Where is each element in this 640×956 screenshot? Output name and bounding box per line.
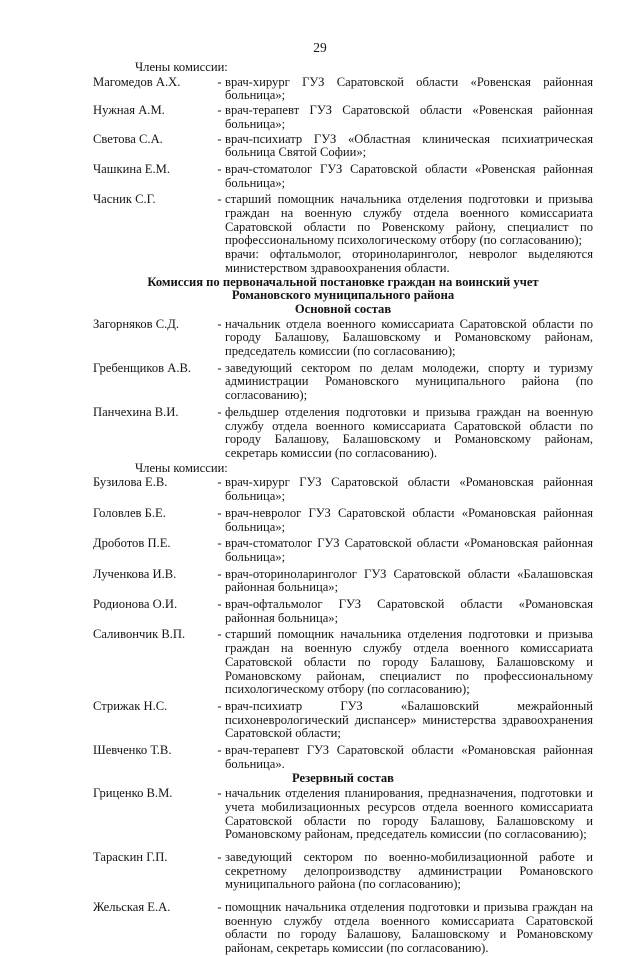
dash: -: [217, 192, 222, 207]
member-description: начальник отдела военного комиссариата Саратовской области по городу Балашову, Балашовскому и Романовскому районам, председатель комиссии (по согласованию);: [225, 316, 593, 359]
dash: -: [217, 103, 222, 118]
member-name: Загорняков С.Д.: [93, 316, 180, 331]
dash: -: [217, 131, 222, 146]
dash: -: [217, 698, 222, 713]
list-item: [93, 507, 593, 534]
main-composition-heading: Основной состав: [294, 301, 392, 316]
dash: -: [217, 475, 222, 490]
member-name: Гребенщиков А.В.: [93, 360, 192, 375]
dash: -: [217, 404, 222, 419]
member-description: врач-терапевт ГУЗ Саратовской области «Романовская районная больница».: [225, 743, 593, 771]
member-description: врач-хирург ГУЗ Саратовской области «Ровенская районная больница»;: [225, 74, 593, 103]
member-name: Бузилова Е.В.: [93, 475, 168, 490]
list-item: [93, 700, 593, 741]
list-item: [93, 568, 593, 595]
member-description: врач-офтальмолог ГУЗ Саратовской области «Романовская районная больница»;: [225, 597, 593, 625]
list-item: [93, 901, 593, 956]
document-body: [93, 61, 593, 956]
member-name: Родионова О.И.: [93, 597, 178, 612]
list-item: [93, 76, 593, 103]
commission-subtitle: Романовского муниципального района: [231, 288, 455, 303]
member-name: Чашкина Е.М.: [93, 161, 170, 176]
member-name: Саливончик В.П.: [93, 627, 186, 642]
commission-title: Комиссия по первоначальной постановке граждан на воинский учет: [147, 274, 539, 289]
member-name: Лученкова И.В.: [93, 566, 177, 581]
member-description: старший помощник начальника отделения подготовки и призыва граждан на военную службу отдела военного комиссариата Саратовской области по Ровенскому району, специалист по профессиональному психологическому отбору (по согласованию);: [225, 192, 593, 248]
member-description: помощник начальника отделения подготовки и призыва граждан на военную службу отдела военного комиссариата Саратовской области по городу Балашову, Балашовскому и Романовскому районам, секретарь комиссии (по согласованию).: [225, 900, 593, 956]
list-item: [93, 163, 593, 190]
member-name: Магомедов А.Х.: [93, 74, 181, 89]
page-number: 29: [313, 40, 327, 55]
list-item: [93, 787, 593, 842]
dash: -: [217, 505, 222, 520]
dash: -: [217, 627, 222, 642]
member-name: Часник С.Г.: [93, 192, 156, 207]
dash: -: [217, 743, 222, 758]
dash: -: [217, 316, 222, 331]
dash: -: [217, 360, 222, 375]
member-description: врач-стоматолог ГУЗ Саратовской области «Романовская районная больница»;: [225, 536, 593, 564]
list-item: [93, 598, 593, 625]
member-description: заведующий сектором по военно-мобилизационной работе и секретному делопроизводству администрации Романовского муниципального района (по согласованию);: [225, 849, 593, 892]
member-description: врач-терапевт ГУЗ Саратовской области «Ровенская районная больница»;: [225, 103, 593, 131]
member-name: Светова С.А.: [93, 131, 163, 146]
member-description: начальник отделения планирования, предназначения, подготовки и учета мобилизационных ресурсов отдела военного комиссариата Саратовской области по городу Балашову, Балашовскому и Романовскому районам, председатель комиссии (по согласованию);: [225, 786, 593, 842]
member-name: Гриценко В.М.: [93, 786, 173, 801]
member-description: врач-невролог ГУЗ Саратовской области «Романовская районная больница»;: [225, 505, 593, 534]
dash: -: [217, 566, 222, 581]
list-item: [93, 193, 593, 248]
list-item: [93, 476, 593, 503]
reserve-composition-heading: Резервный состав: [292, 771, 394, 786]
member-name: Шевченко Т.В.: [93, 743, 172, 758]
dash: -: [217, 786, 222, 801]
dash: -: [217, 161, 222, 176]
dash: -: [217, 900, 222, 915]
member-description: врач-хирург ГУЗ Саратовской области «Романовская районная больница»;: [225, 475, 593, 504]
dash: -: [217, 74, 222, 89]
list-item: [93, 104, 593, 131]
member-name: Панчехина В.И.: [93, 404, 179, 419]
member-name: Стрижак Н.С.: [93, 698, 168, 713]
member-description: врач-стоматолог ГУЗ Саратовской области «Ровенская районная больница»;: [225, 161, 593, 190]
list-item: [93, 744, 593, 771]
dash: -: [217, 849, 222, 864]
member-description: заведующий сектором по делам молодежи, спорту и туризму администрации Романовского муниципального района (по согласованию);: [225, 360, 593, 403]
member-name: Жельская Е.А.: [93, 900, 171, 915]
list-item: [93, 133, 593, 160]
list-item: [93, 851, 593, 892]
list-item: [93, 537, 593, 564]
note: врачи: офтальмолог, оториноларинголог, невролог выделяются министерством здравоохранения области.: [225, 247, 593, 275]
members-label: Члены комиссии:: [135, 60, 228, 74]
member-name: Дроботов П.Е.: [93, 536, 171, 551]
member-description: старший помощник начальника отделения подготовки и призыва граждан на военную службу отдела военного комиссариата Саратовской области по городу Балашову, Балашовскому и Романовскому районам, специалист по профессиональному психологическому отбору (по согласованию);: [225, 627, 593, 697]
member-description: врач-психиатр ГУЗ «Областная клиническая психиатрическая больница Святой Софии»;: [225, 131, 593, 160]
list-item: [93, 628, 593, 697]
member-name: Головлев Б.Е.: [93, 505, 166, 520]
list-item: [93, 406, 593, 461]
member-description: врач-психиатр ГУЗ «Балашовский межрайонный психоневрологический диспансер» министерства здравоохранения Саратовской области;: [225, 698, 593, 741]
member-description: врач-оториноларинголог ГУЗ Саратовской области «Балашовская районная больница»;: [225, 566, 593, 595]
members-label: Члены комиссии:: [135, 460, 228, 475]
member-name: Нужная А.М.: [93, 103, 165, 118]
dash: -: [217, 597, 222, 612]
list-item: [93, 318, 593, 359]
member-name: Тараскин Г.П.: [93, 849, 168, 864]
dash: -: [217, 536, 222, 551]
list-item: [93, 362, 593, 403]
member-description: фельдшер отделения подготовки и призыва граждан на военную службу отдела военного комиссариата Саратовской области по городу Балашову, Балашовскому и Романовскому районам, секретарь комиссии (по согласованию).: [225, 404, 593, 460]
